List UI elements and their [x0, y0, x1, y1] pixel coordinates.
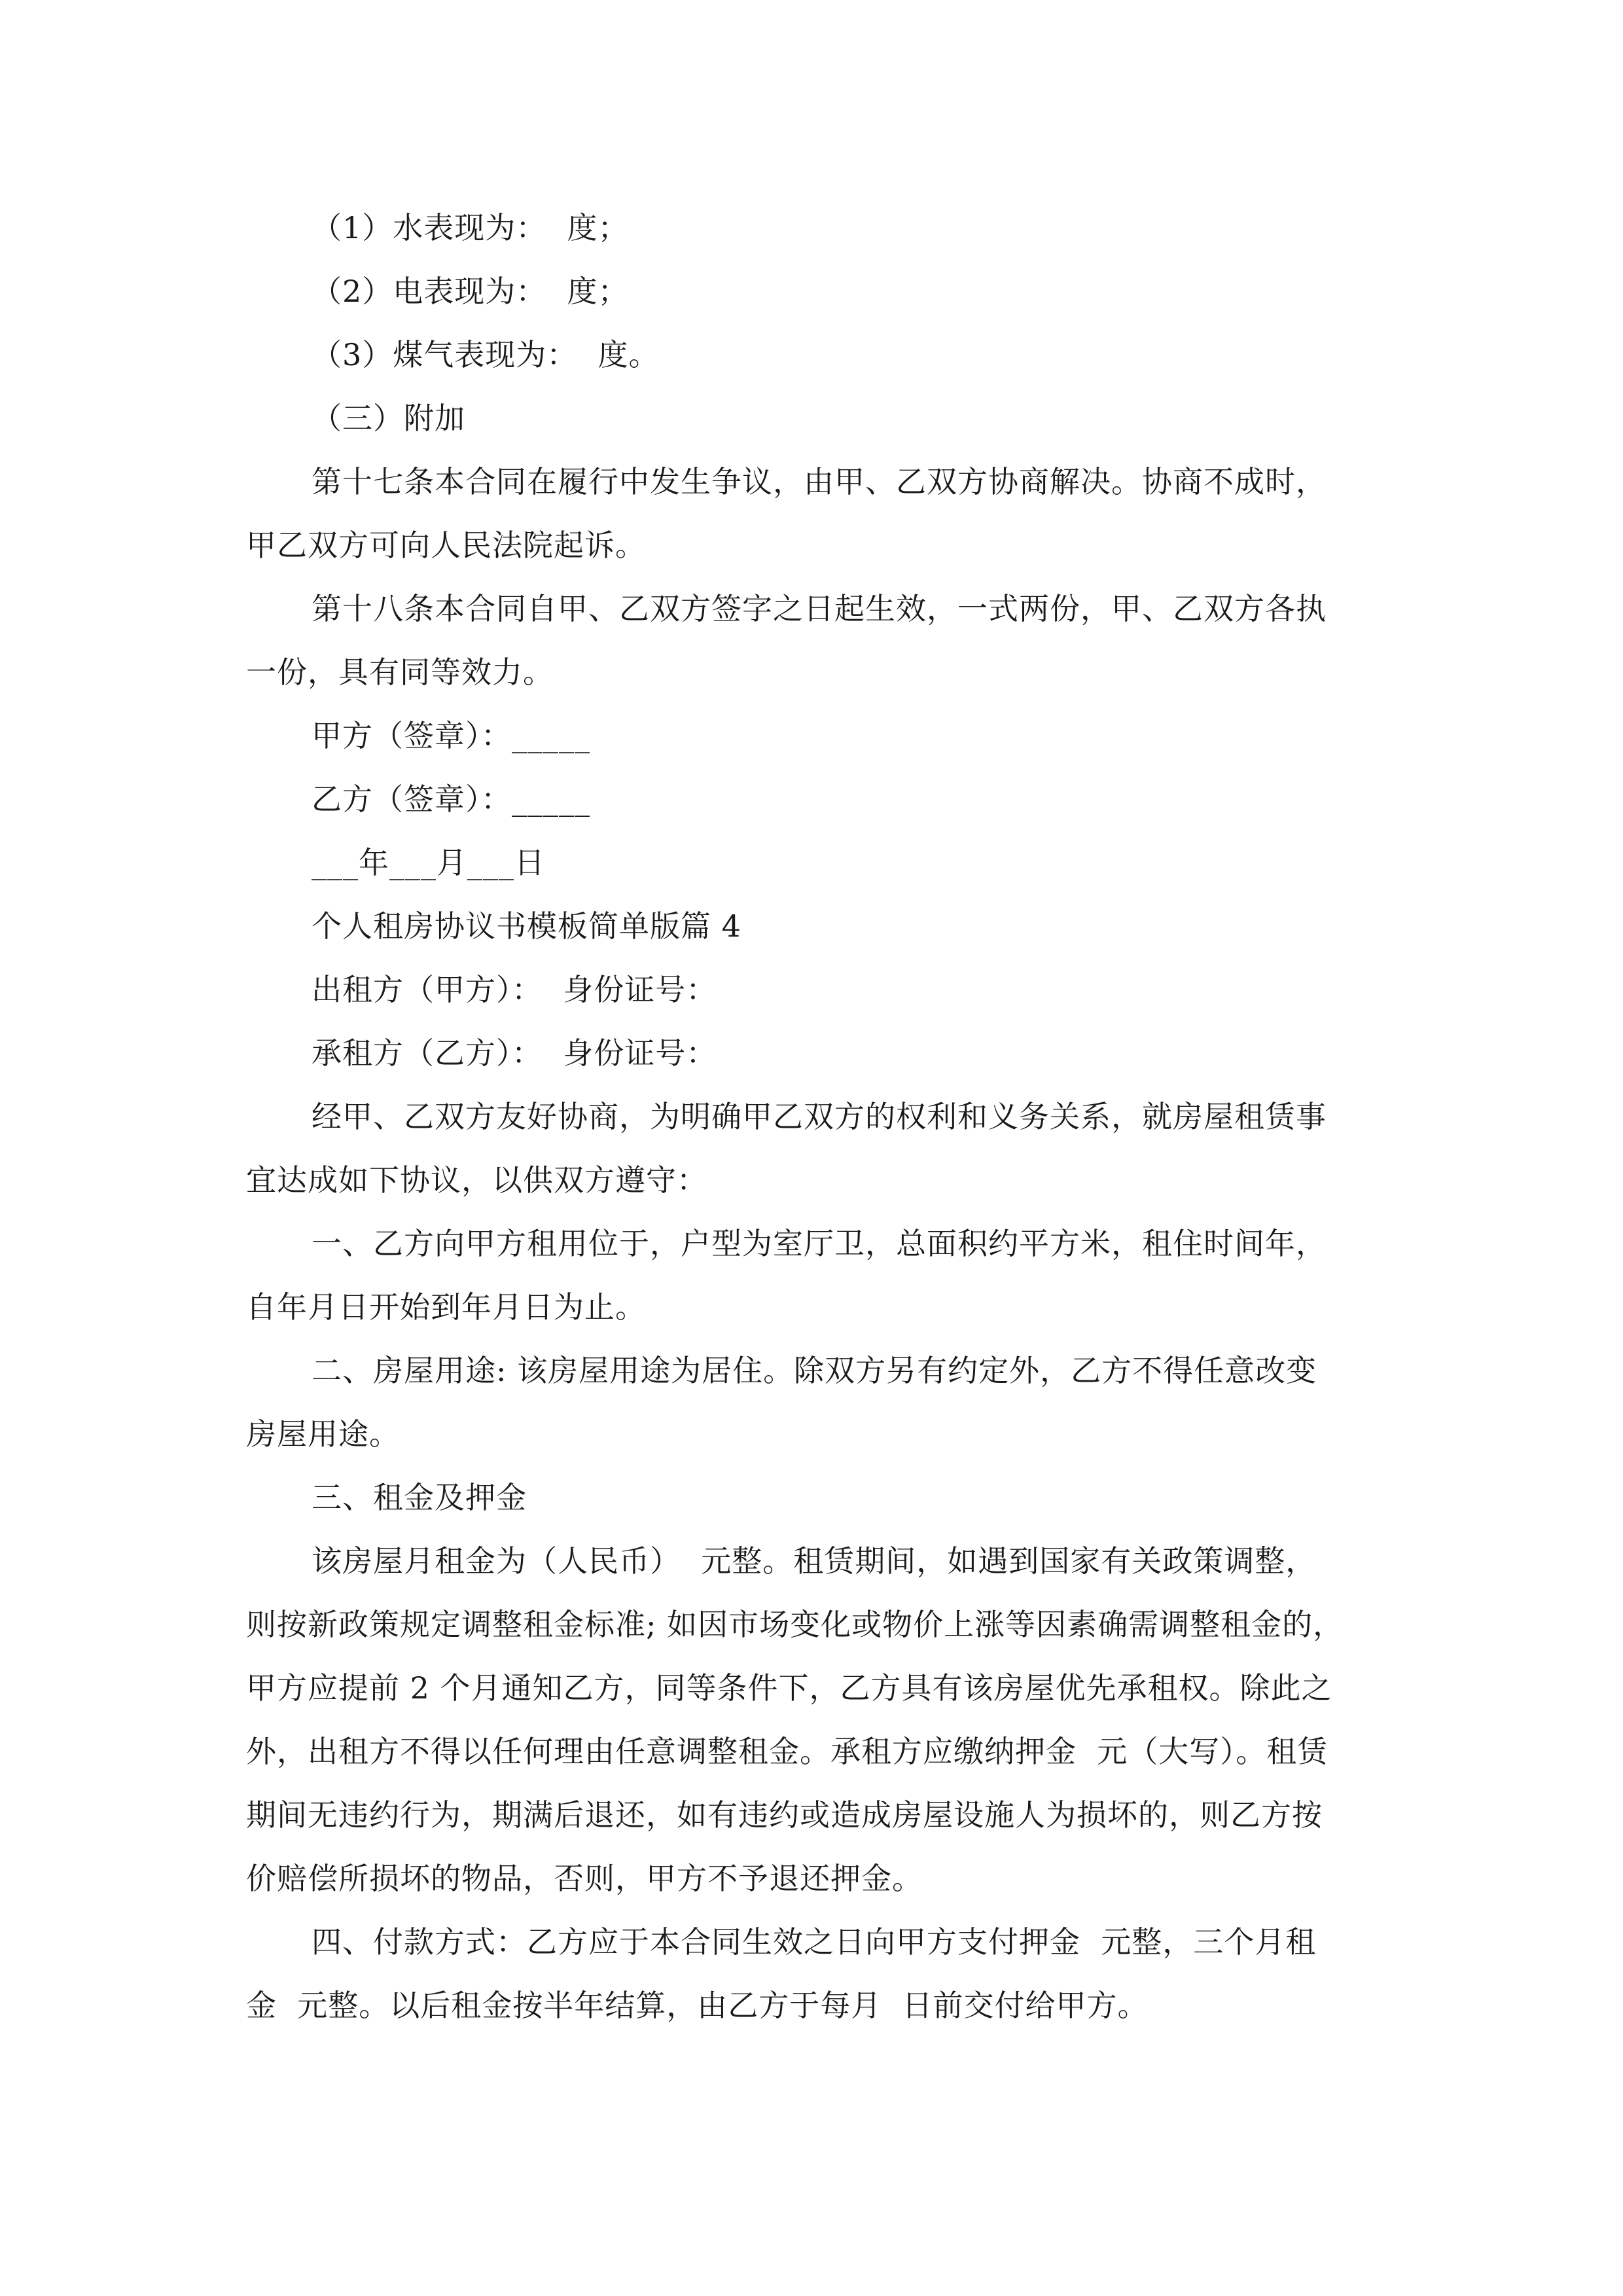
clause-2-line-1: 二、房屋用途: 该房屋用途为居住。除双方另有约定外，乙方不得任意改变	[312, 1353, 1317, 1388]
water-meter-line: （1）水表现为： 度；	[312, 210, 629, 245]
clause-3-line-4: 外，出租方不得以任何理由任意调整租金。承租方应缴纳押金 元（大写）。租赁	[246, 1734, 1329, 1769]
document-body	[246, 196, 1385, 2037]
preamble-line-2: 宜达成如下协议，以供双方遵守：	[246, 1162, 707, 1198]
section-heading-addendum: （三）附加	[312, 401, 465, 436]
lessee-line: 承租方（乙方）： 身份证号：	[312, 1035, 717, 1071]
lessor-line: 出租方（甲方）： 身份证号：	[312, 972, 717, 1007]
article-17-line-2: 甲乙双方可向人民法院起诉。	[246, 528, 646, 563]
electric-meter-line: （2）电表现为： 度；	[312, 274, 629, 309]
clause-2-line-2: 房屋用途。	[246, 1416, 400, 1452]
party-b-signature: 乙方（签章）：_____	[312, 781, 590, 817]
signature-date: ___年___月___日	[312, 845, 545, 880]
gas-meter-line: （3）煤气表现为： 度。	[312, 337, 660, 372]
party-a-signature: 甲方（签章）：_____	[312, 718, 590, 753]
clause-1-line-2: 自年月日开始到年月日为止。	[246, 1289, 646, 1325]
clause-3-line-5: 期间无违约行为，期满后退还，如有违约或造成房屋设施人为损坏的，则乙方按	[246, 1797, 1323, 1833]
clause-3-line-3: 甲方应提前 2 个月通知乙方，同等条件下，乙方具有该房屋优先承租权。除此之	[246, 1670, 1332, 1706]
section-title: 个人租房协议书模板简单版篇 4	[312, 908, 741, 944]
article-17-line-1: 第十七条本合同在履行中发生争议，由甲、乙双方协商解决。协商不成时，	[312, 464, 1327, 499]
clause-3-line-1: 该房屋月租金为（人民币） 元整。租赁期间，如遇到国家有关政策调整，	[312, 1543, 1317, 1579]
clause-3-heading: 三、租金及押金	[312, 1480, 527, 1515]
article-18-line-2: 一份，具有同等效力。	[246, 655, 554, 690]
clause-1-line-1: 一、乙方向甲方租用位于，户型为室厅卫，总面积约平方米，租住时间年，	[312, 1226, 1327, 1261]
clause-4-line-2: 金 元整。以后租金按半年结算，由乙方于每月 日前交付给甲方。	[246, 1988, 1149, 2023]
article-18-line-1: 第十八条本合同自甲、乙双方签字之日起生效，一式两份，甲、乙双方各执	[312, 591, 1327, 626]
clause-3-line-6: 价赔偿所损坏的物品，否则，甲方不予退还押金。	[246, 1861, 923, 1896]
clause-4-line-1: 四、付款方式：乙方应于本合同生效之日向甲方支付押金 元整，三个月租	[312, 1924, 1317, 1960]
clause-3-line-2: 则按新政策规定调整租金标准; 如因市场变化或物价上涨等因素确需调整租金的，	[246, 1607, 1344, 1642]
preamble-line-1: 经甲、乙双方友好协商，为明确甲乙双方的权利和义务关系，就房屋租赁事	[312, 1099, 1327, 1134]
